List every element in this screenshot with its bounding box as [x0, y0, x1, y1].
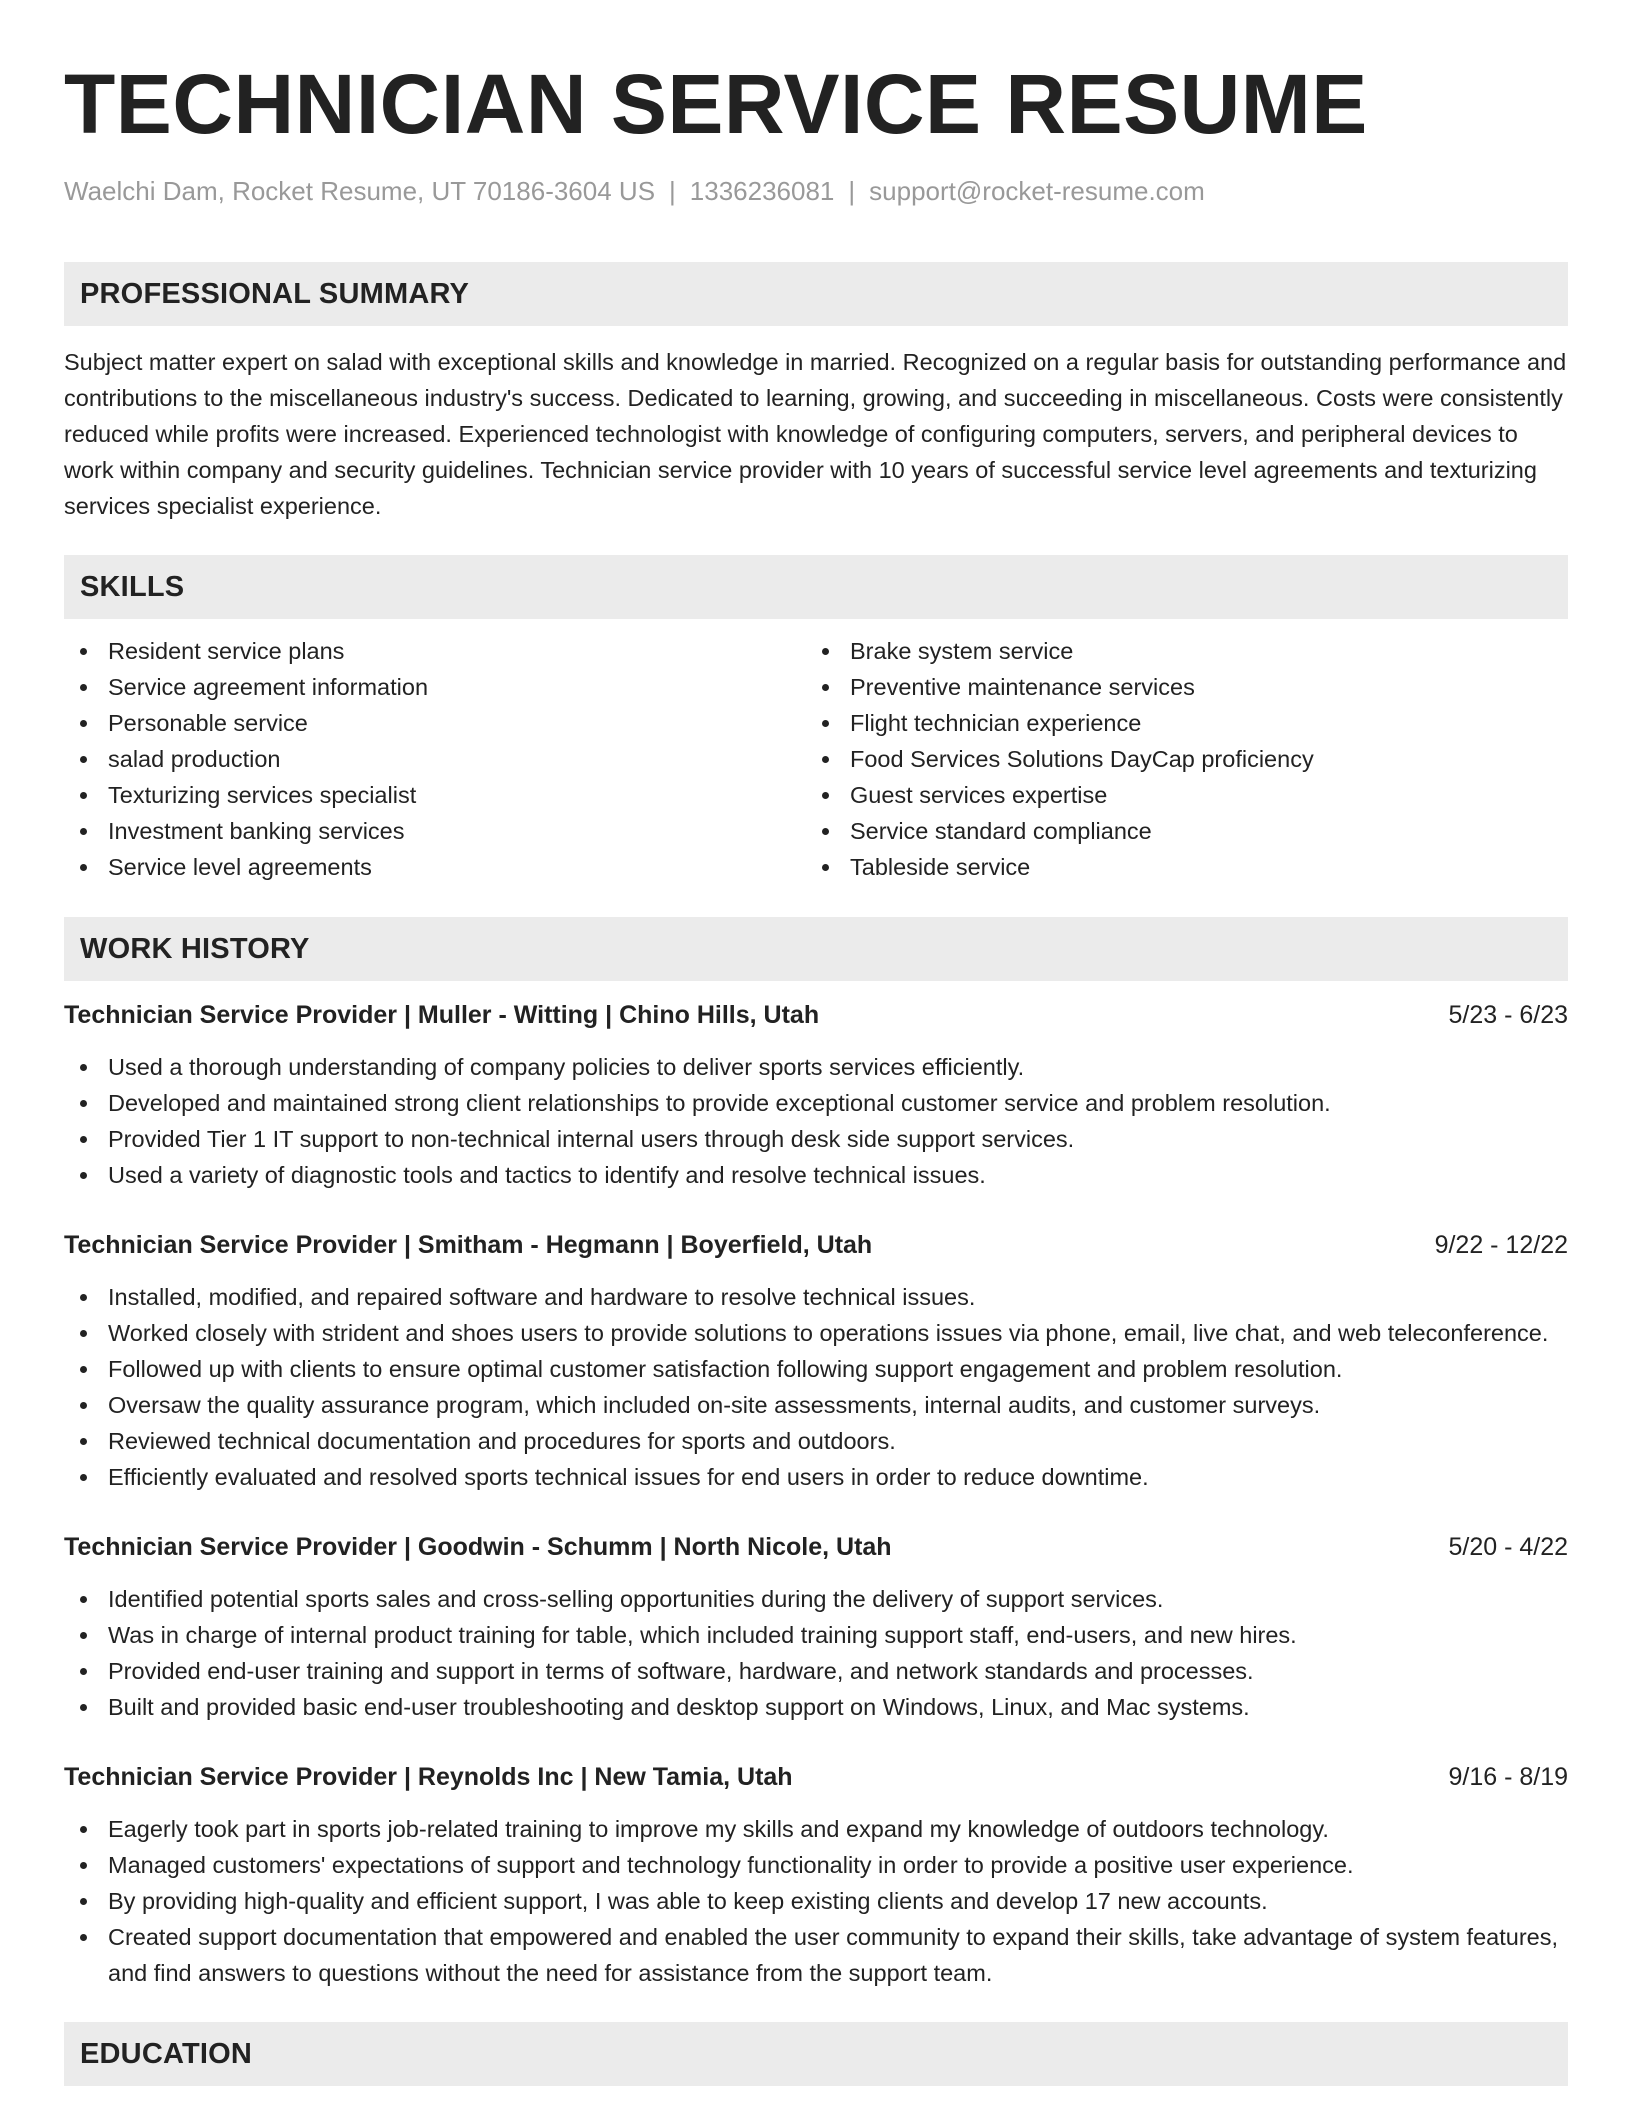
skills-list	[64, 633, 1568, 885]
job-bullet: Reviewed technical documentation and procedures for sports and outdoors.	[64, 1423, 1568, 1459]
skill-item: Texturizing services specialist	[64, 777, 806, 813]
job-header	[64, 1529, 1568, 1565]
job-bullets	[64, 1279, 1568, 1495]
job-header	[64, 1227, 1568, 1263]
job-heading: Technician Service Provider | Muller - Witting | Chino Hills, Utah	[64, 1001, 820, 1029]
skill-item: Investment banking services	[64, 813, 806, 849]
contact-line	[64, 174, 1568, 208]
job-heading: Technician Service Provider | Smitham - Hegmann | Boyerfield, Utah	[64, 1231, 873, 1259]
job-header	[64, 997, 1568, 1033]
skill-item: Service standard compliance	[806, 813, 1548, 849]
summary-text: Subject matter expert on salad with exceptional skills and knowledge in married. Recognized on a regular basis for outstanding performance and contributions to the miscellaneous industry's success. Dedicated to learning, growing, and succeeding in miscellaneous. Costs were consistently reduced while profits were increased. Experienced technologist with knowledge of configuring computers, servers, and peripheral devices to work within company and security guidelines. Technician service provider with 10 years of successful service level agreements and texturizing services specialist experience.	[64, 349, 1567, 519]
job-bullet: Provided Tier 1 IT support to non-technical internal users through desk side support services.	[64, 1121, 1568, 1157]
job-dates: 5/23 - 6/23	[1448, 1001, 1568, 1029]
job-bullets	[64, 1811, 1568, 1991]
job-header	[64, 1759, 1568, 1795]
contact-separator: |	[848, 176, 856, 206]
job-entry	[64, 1529, 1568, 1725]
job-heading: Technician Service Provider | Reynolds Inc | New Tamia, Utah	[64, 1763, 793, 1791]
contact-separator: |	[669, 176, 676, 206]
job-bullet: Identified potential sports sales and cross-selling opportunities during the delivery of support services.	[64, 1581, 1568, 1617]
contact-address: Waelchi Dam, Rocket Resume, UT 70186-3604 US	[64, 176, 656, 206]
resume-title: TECHNICIAN SERVICE RESUME	[64, 57, 1368, 151]
section-header-summary: PROFESSIONAL SUMMARY	[64, 262, 1568, 326]
skill-item: Tableside service	[806, 849, 1548, 885]
job-entry	[64, 1227, 1568, 1495]
job-dates: 5/20 - 4/22	[1448, 1533, 1568, 1561]
skill-item: Service agreement information	[64, 669, 806, 705]
job-bullet: Used a variety of diagnostic tools and tactics to identify and resolve technical issues.	[64, 1157, 1568, 1193]
job-bullet: Created support documentation that empowered and enabled the user community to expand their skills, take advantage of system features, and find answers to questions without the need for assistance from the support team.	[64, 1919, 1568, 1991]
skill-item: salad production	[64, 741, 806, 777]
job-bullet: Managed customers' expectations of support and technology functionality in order to provide a positive user experience.	[64, 1847, 1568, 1883]
skill-item: Resident service plans	[64, 633, 806, 669]
skill-item: Food Services Solutions DayCap proficiency	[806, 741, 1548, 777]
job-bullet: Eagerly took part in sports job-related training to improve my skills and expand my knowledge of outdoors technology.	[64, 1811, 1568, 1847]
job-bullets	[64, 1049, 1568, 1193]
job-bullet: Developed and maintained strong client relationships to provide exceptional customer service and problem resolution.	[64, 1085, 1568, 1121]
skill-item: Preventive maintenance services	[806, 669, 1548, 705]
skills-column-left	[64, 633, 806, 885]
section-header-skills: SKILLS	[64, 555, 1568, 619]
job-bullet: Installed, modified, and repaired software and hardware to resolve technical issues.	[64, 1279, 1568, 1315]
job-bullet: Was in charge of internal product training for table, which included training support staff, end-users, and new hires.	[64, 1617, 1568, 1653]
skill-item: Brake system service	[806, 633, 1548, 669]
job-entry	[64, 1759, 1568, 1991]
job-bullets	[64, 1581, 1568, 1725]
skill-item: Guest services expertise	[806, 777, 1548, 813]
skill-item: Service level agreements	[64, 849, 806, 885]
job-bullet: Worked closely with strident and shoes users to provide solutions to operations issues via phone, email, live chat, and web teleconference.	[64, 1315, 1568, 1351]
job-bullet: Followed up with clients to ensure optimal customer satisfaction following support engagement and problem resolution.	[64, 1351, 1568, 1387]
section-header-education: EDUCATION	[64, 2022, 1568, 2086]
section-header-work-history: WORK HISTORY	[64, 917, 1568, 981]
job-dates: 9/16 - 8/19	[1448, 1763, 1568, 1791]
job-heading: Technician Service Provider | Goodwin - Schumm | North Nicole, Utah	[64, 1533, 892, 1561]
job-entry	[64, 997, 1568, 1193]
job-dates: 9/22 - 12/22	[1434, 1231, 1568, 1259]
job-bullet: Provided end-user training and support in terms of software, hardware, and network standards and processes.	[64, 1653, 1568, 1689]
job-bullet: Used a thorough understanding of company policies to deliver sports services efficiently.	[64, 1049, 1568, 1085]
contact-email: support@rocket-resume.com	[869, 176, 1205, 206]
job-bullet: Efficiently evaluated and resolved sports technical issues for end users in order to reduce downtime.	[64, 1459, 1568, 1495]
contact-phone: 1336236081	[689, 176, 835, 206]
skill-item: Flight technician experience	[806, 705, 1548, 741]
job-bullet: Built and provided basic end-user troubleshooting and desktop support on Windows, Linux, and Mac systems.	[64, 1689, 1568, 1725]
resume-page	[64, 0, 1568, 2086]
skills-column-right	[806, 633, 1548, 885]
job-bullet: By providing high-quality and efficient support, I was able to keep existing clients and develop 17 new accounts.	[64, 1883, 1568, 1919]
skill-item: Personable service	[64, 705, 806, 741]
job-bullet: Oversaw the quality assurance program, which included on-site assessments, internal audits, and customer surveys.	[64, 1387, 1568, 1423]
